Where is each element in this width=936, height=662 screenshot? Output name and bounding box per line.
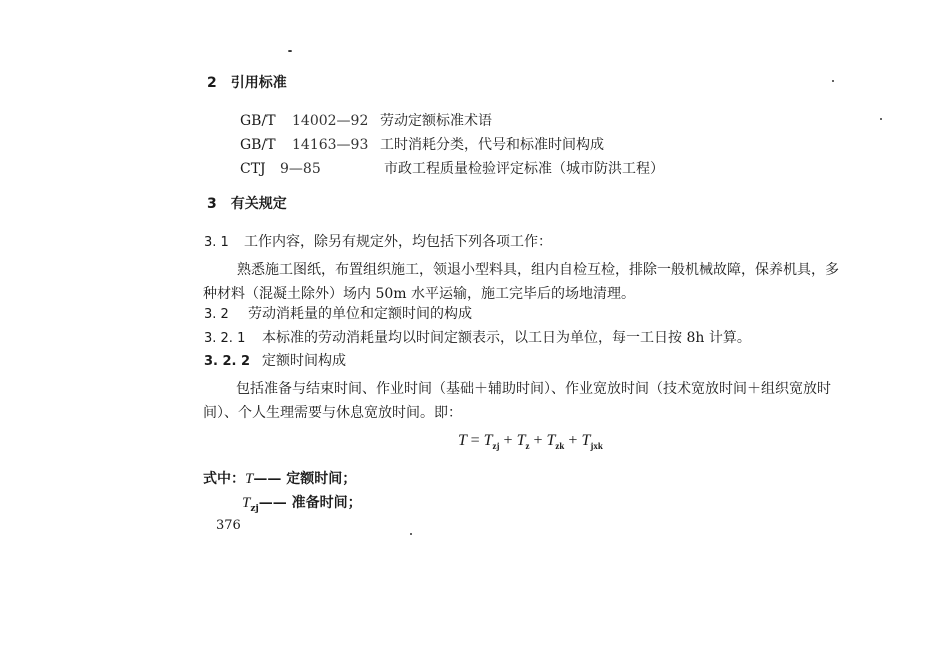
clause-number: 3. 2. 1 <box>204 331 246 346</box>
ref-title: 工时消耗分类，代号和标准时间构成 <box>380 137 604 153</box>
clause-3-2-2 <box>204 350 346 370</box>
ref-number: 14163—93 <box>292 137 369 153</box>
clause-3-1-para-line1: 熟悉施工图纸，布置组织施工，领退小型料具，组内自检互检，排除一般机械故障，保养机具，多 <box>237 262 839 278</box>
ref-number: 14002—92 <box>292 113 369 129</box>
clause-3-2-1 <box>204 327 751 347</box>
formula-term: $T_{zk}$ <box>546 432 565 452</box>
formula-plus: + <box>533 432 543 449</box>
ref-number: 9—85 <box>280 161 321 177</box>
clause-3-2 <box>204 303 472 323</box>
ref-code: CTJ <box>240 161 266 177</box>
formula-term: $T_{jxk}$ <box>581 432 603 452</box>
page-number: 376 <box>216 518 241 533</box>
clause-3-1-para-line2: 种材料（混凝土除外）场内 50m 水平运输，施工完毕后的场地清理。 <box>203 286 635 302</box>
clause-text: 本标准的劳动消耗量均以时间定额表示，以工日为单位，每一工日按 8h 计算。 <box>262 330 751 346</box>
formula-lhs: T <box>458 432 467 449</box>
clause-text: 劳动消耗量的单位和定额时间的构成 <box>248 306 472 322</box>
scan-speck <box>288 50 292 52</box>
clause-3-1 <box>204 231 552 251</box>
clause-number: 3. 1 <box>204 235 229 250</box>
clause-number: 3. 2. 2 <box>204 354 251 369</box>
reference-item <box>240 158 664 178</box>
scan-speck <box>832 80 834 82</box>
section-3-heading: 3 有关规定 <box>207 196 287 212</box>
ref-code: GB/T <box>240 137 276 153</box>
formula-plus: + <box>503 432 513 449</box>
section-2-heading: 2 引用标准 <box>207 75 287 91</box>
time-formula <box>458 432 603 451</box>
formula-equals: = <box>470 432 480 449</box>
formula-plus: + <box>568 432 578 449</box>
where-definition: —— 准备时间； <box>258 495 362 511</box>
clause-text: 工作内容，除另有规定外，均包括下列各项工作： <box>244 234 552 250</box>
where-symbol-sub: zj <box>250 503 259 514</box>
clause-3-2-2-para-line2: 间）、个人生理需要与休息宽放时间。即： <box>203 405 462 421</box>
where-line-1 <box>203 468 356 488</box>
clause-3-2-2-para-line1: 包括准备与结束时间、作业时间（基础＋辅助时间）、作业宽放时间（技术宽放时间＋组织宽放时 <box>236 381 831 397</box>
reference-item <box>240 134 604 154</box>
ref-title: 劳动定额标准术语 <box>380 113 492 129</box>
where-definition: —— 定额时间； <box>253 471 357 487</box>
scan-speck <box>410 533 412 535</box>
clause-text: 定额时间构成 <box>262 353 346 369</box>
where-symbol: T <box>245 471 254 487</box>
where-symbol: T <box>242 495 251 511</box>
reference-item <box>240 110 492 130</box>
scan-speck <box>880 118 882 120</box>
formula-term: $T_{zj}$ <box>483 432 500 452</box>
ref-code: GB/T <box>240 113 276 129</box>
clause-number: 3. 2 <box>204 307 229 322</box>
where-prefix: 式中： <box>203 471 245 487</box>
where-line-2 <box>242 492 362 514</box>
formula-term: $T_z$ <box>516 432 530 452</box>
ref-title: 市政工程质量检验评定标准（城市防洪工程） <box>384 161 664 177</box>
